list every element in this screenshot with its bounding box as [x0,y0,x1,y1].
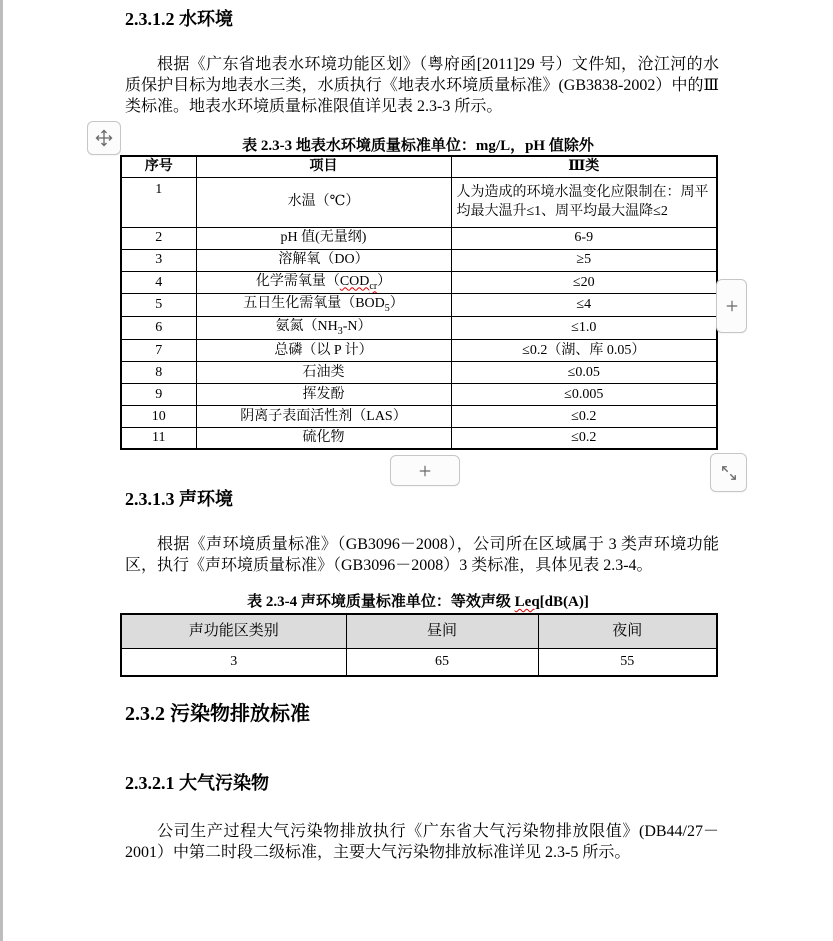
table-water-quality-standards [120,155,718,450]
table-cell: 3 [121,648,346,676]
table-cell: 水温（℃） [196,177,451,227]
column-header: Ⅲ类 [451,156,717,177]
table-cell: 65 [346,648,538,676]
table-move-handle[interactable] [87,121,121,155]
paragraph-noise-environment: 根据《声环境质量标准》（GB3096－2008），公司所在区域属于 3 类声环境功能区，执行《声环境质量标准》（GB3096－2008）3 类标准，具体见表 2.3-4。 [125,536,719,574]
column-header: 夜间 [538,614,717,648]
table-cell: 6-9 [451,227,717,249]
table-cell: 6 [121,317,196,340]
page-left-edge [0,0,3,941]
table-row [121,405,717,427]
table-cell: 挥发酚 [196,383,451,405]
table-cell: 1 [121,177,196,227]
resize-diagonal-icon [719,463,739,483]
table-cell: ≤4 [451,294,717,317]
table-cell: ≤0.2（湖、库 0.05） [451,339,717,361]
table-row [121,317,717,340]
table-cell: 阴离子表面活性剂（LAS） [196,405,451,427]
table-cell: 石油类 [196,361,451,383]
table-cell: 4 [121,271,196,294]
table-water-caption: 表 2.3-3 地表水环境质量标准单位：mg/L，pH 值除外 [242,138,594,154]
column-header: 序号 [121,156,196,177]
table-cell: 五日生化需氧量$(BOD_5)$ [196,294,451,317]
table-cell: 硫化物 [196,427,451,449]
table-cell: pH 值(无量纲) [196,227,451,249]
table-cell: 总磷（以 P 计） [196,339,451,361]
table-noise-body [121,648,717,676]
table-noise-caption: 表 2.3-4 声环境质量标准单位：等效声级 Leq[dB(A)] [247,594,589,610]
table-row [121,294,717,317]
table-cell: ≤0.005 [451,383,717,405]
move-icon [94,128,114,148]
table-cell: ≤1.0 [451,317,717,340]
heading-air-pollutants: 2.3.2.1 大气污染物 [125,773,269,793]
table-cell: ≥5 [451,249,717,271]
table-row [121,648,717,676]
table-cell: 10 [121,405,196,427]
table-resize-button[interactable] [710,453,747,492]
column-header: 声功能区类别 [121,614,346,648]
table-row [121,227,717,249]
table-cell: ≤0.05 [451,361,717,383]
table-noise-header [121,614,717,648]
table-cell: ≤0.2 [451,427,717,449]
table-cell: 3 [121,249,196,271]
table-cell: 氨氮$(NH_3-N)$ [196,317,451,340]
table-noise-standards [120,613,718,677]
table-cell: 7 [121,339,196,361]
table-cell: 8 [121,361,196,383]
table-cell: ≤20 [451,271,717,294]
table-water-header [121,156,717,177]
table-cell: 2 [121,227,196,249]
table-cell: 55 [538,648,717,676]
table-cell: 溶解氧（DO） [196,249,451,271]
plus-icon [723,297,741,315]
table-cell: 11 [121,427,196,449]
table-header-row [121,614,717,648]
table-row [121,177,717,227]
add-column-button[interactable] [716,279,747,333]
table-row [121,271,717,294]
table-row [121,339,717,361]
table-row [121,383,717,405]
table-cell: 9 [121,383,196,405]
plus-icon [416,462,434,480]
table-row [121,361,717,383]
heading-noise-environment: 2.3.1.3 声环境 [125,489,233,509]
heading-pollutant-discharge-standards: 2.3.2 污染物排放标准 [125,703,310,725]
table-row [121,427,717,449]
table-water-body [121,177,717,449]
paragraph-water-environment: 根据《广东省地表水环境功能区划》（粤府函[2011]29 号）文件知，沧江河的水质保护目标为地表水三类，水质执行《地表水环境质量标准》(GB3838-2002）中的Ⅲ类标准。地表水环境质量标准限值详见表 2.3-3 所示。 [125,56,719,115]
table-cell: ≤0.2 [451,405,717,427]
column-header: 项目 [196,156,451,177]
table-header-row [121,156,717,177]
table-row [121,249,717,271]
table-cell: 化学需氧量$(COD_{cr})$ [196,271,451,294]
table-cell: 5 [121,294,196,317]
table-cell: 人为造成的环境水温变化应限制在：周平均最大温升≤1、周平均最大温降≤2 [451,177,717,227]
paragraph-air-pollutants: 公司生产过程大气污染物排放执行《广东省大气污染物排放限值》(DB44/27－2001）中第二时段二级标准，主要大气污染物排放标准详见 2.3-5 所示。 [125,823,719,861]
heading-water-environment: 2.3.1.2 水环境 [125,9,233,29]
column-header: 昼间 [346,614,538,648]
add-row-button[interactable] [390,455,460,486]
